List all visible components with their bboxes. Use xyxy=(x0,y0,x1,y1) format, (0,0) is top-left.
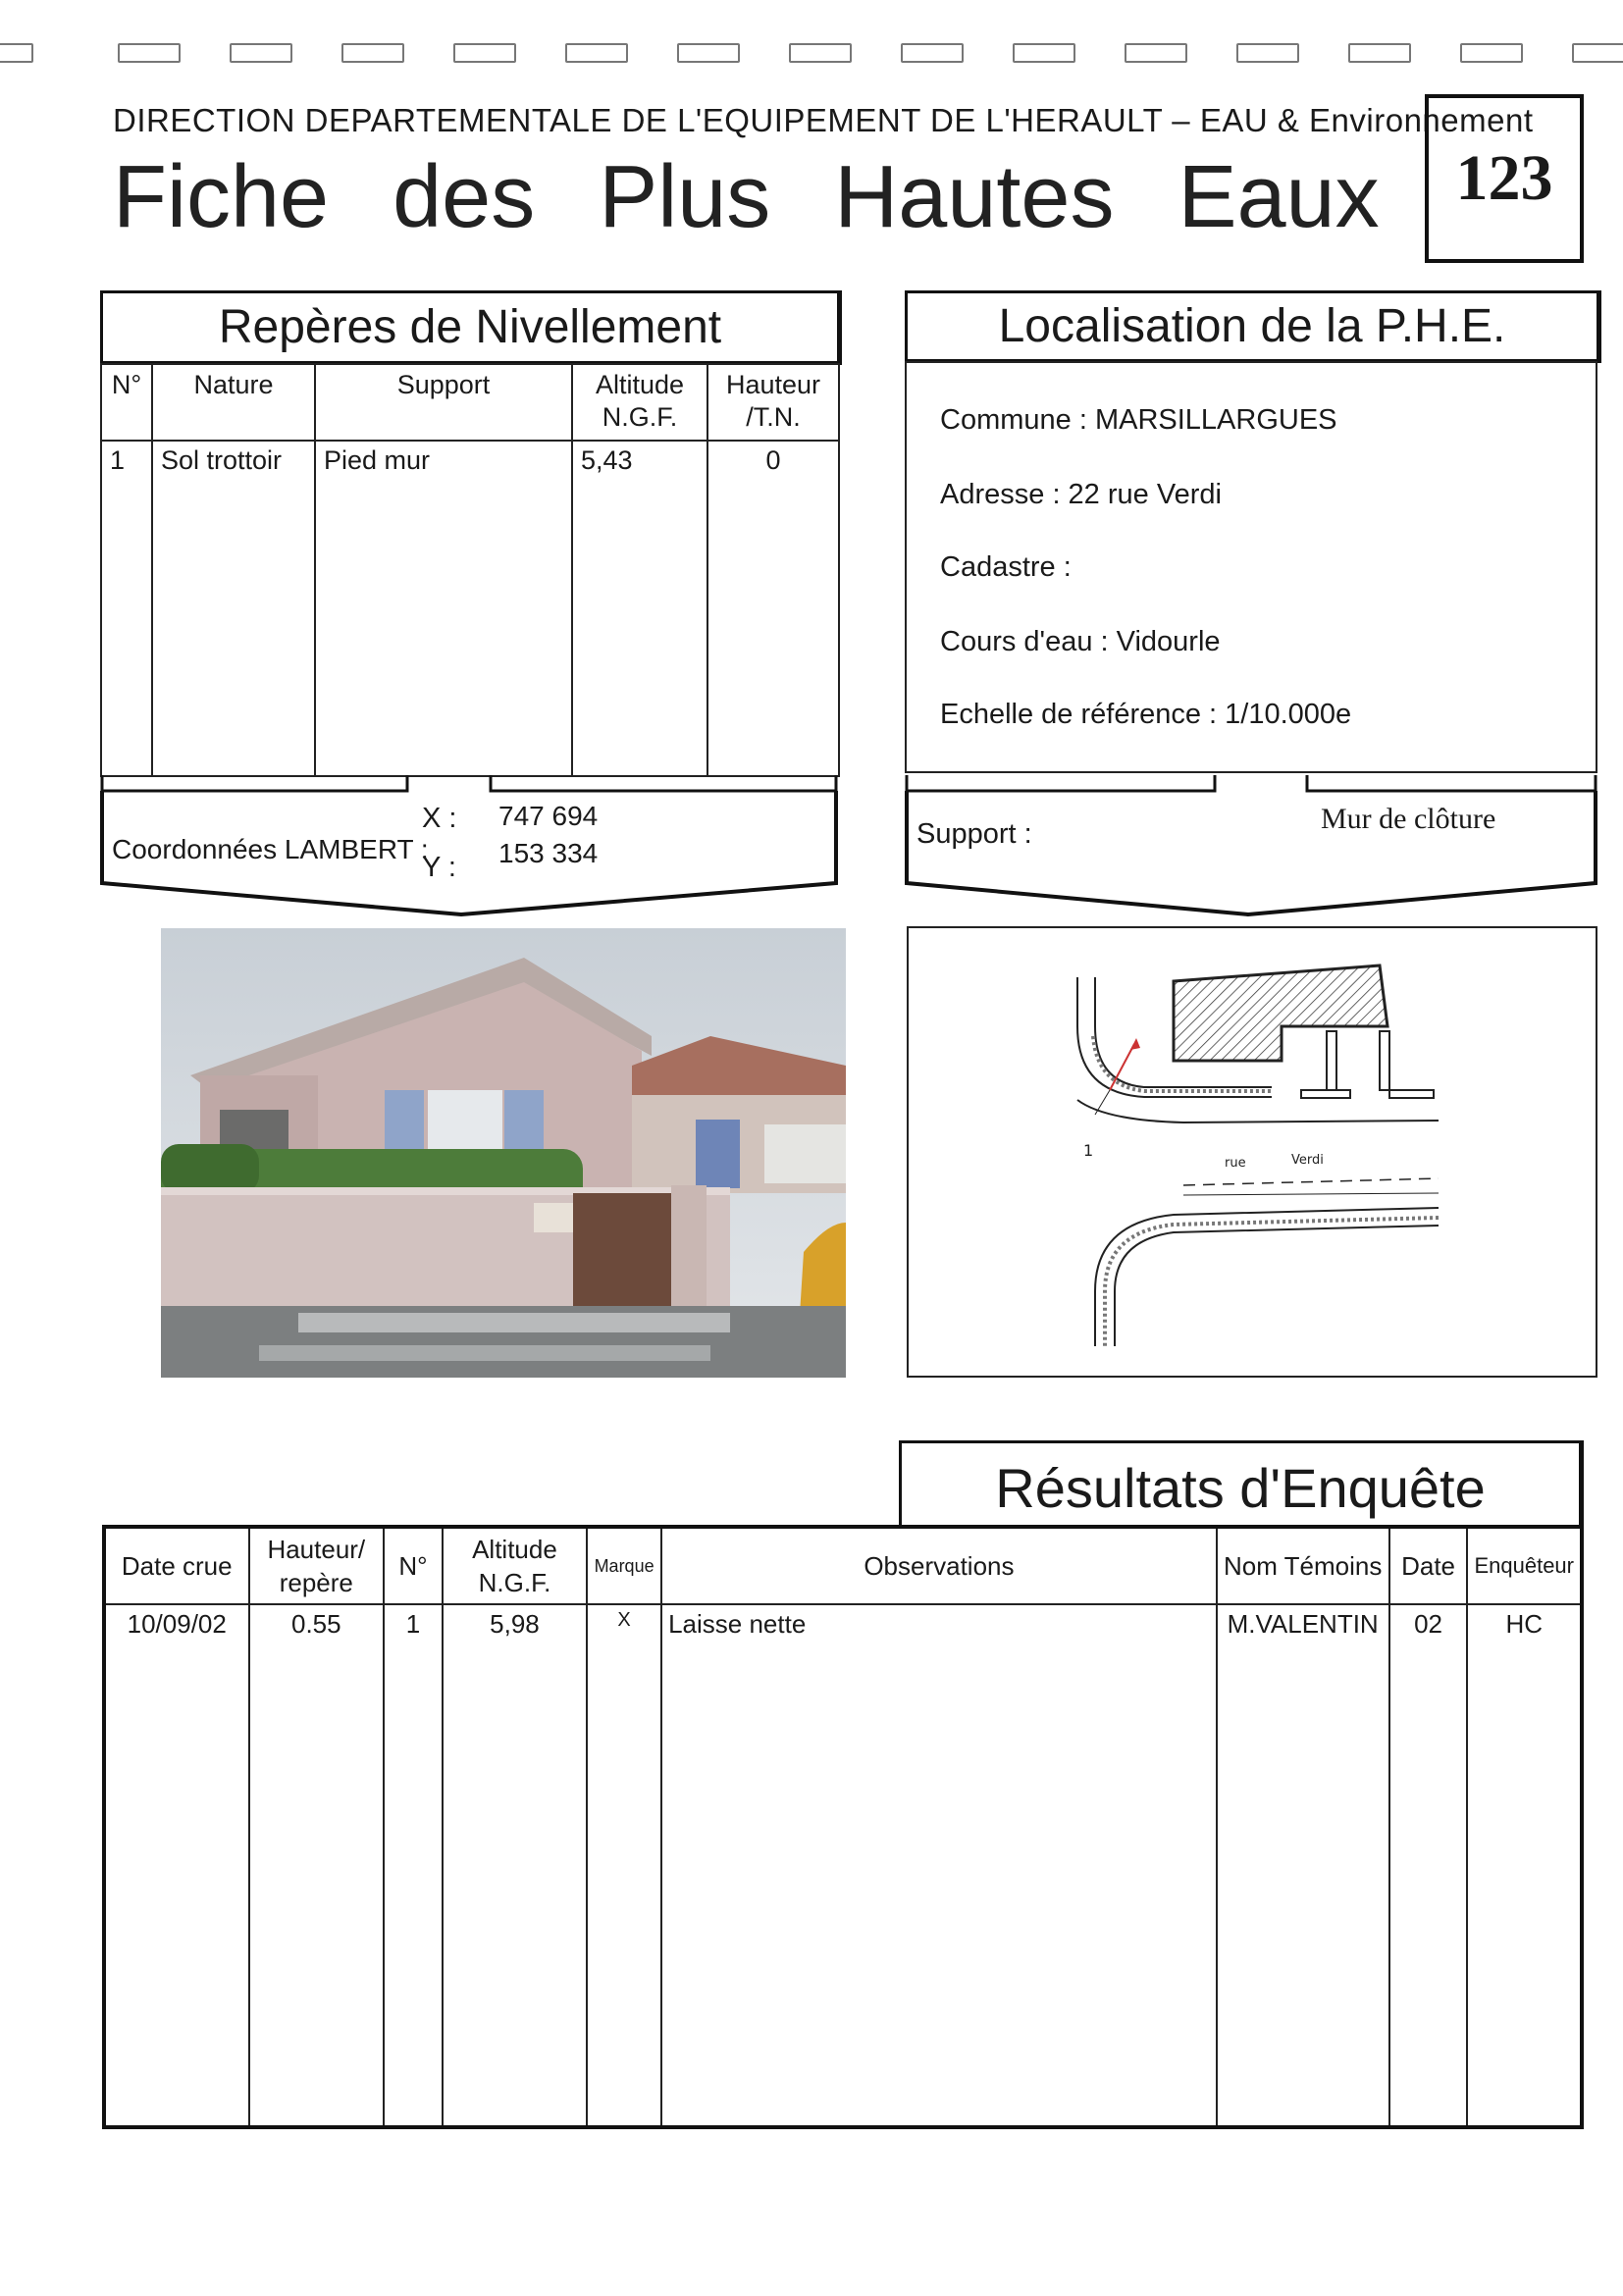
resultats-table xyxy=(102,1525,1584,2129)
col-no: N° xyxy=(101,364,152,441)
page-title: Fiche des Plus Hautes Eaux xyxy=(113,148,1380,246)
lambert-x-value: 747 694 xyxy=(498,801,599,831)
cell-hauteur: 0.55 xyxy=(249,1604,385,2127)
col-enqueteur: Enquêteur xyxy=(1467,1527,1582,1604)
cell-hauteur: 0 xyxy=(707,441,839,776)
adresse-text: Adresse : 22 rue Verdi xyxy=(940,479,1222,510)
col-no: N° xyxy=(384,1527,443,1604)
cell-no: 1 xyxy=(101,441,152,776)
col-marque: Marque xyxy=(587,1527,661,1604)
col-support: Support xyxy=(315,364,572,441)
lambert-y-label: Y : xyxy=(422,852,456,883)
reperes-title: Repères de Nivellement xyxy=(100,290,842,365)
house-photo xyxy=(161,928,846,1378)
col-nature: Nature xyxy=(152,364,315,441)
localisation-title: Localisation de la P.H.E. xyxy=(905,290,1601,363)
cell-enqueteur: HC xyxy=(1467,1604,1582,2127)
cadastre-text: Cadastre : xyxy=(940,551,1072,583)
cell-altitude: 5,98 xyxy=(443,1604,587,2127)
commune-text: Commune : MARSILLARGUES xyxy=(940,404,1337,436)
col-altitude: Altitude N.G.F. xyxy=(572,364,707,441)
cell-altitude: 5,43 xyxy=(572,441,707,776)
street-plan-drawing xyxy=(909,928,1596,1376)
plan-street-verdi: Verdi xyxy=(1291,1153,1324,1168)
echelle-text: Echelle de référence : 1/10.000e xyxy=(940,699,1352,730)
plan-marker: 1 xyxy=(1083,1141,1094,1160)
cell-no: 1 xyxy=(384,1604,443,2127)
fiche-number: 123 xyxy=(1425,94,1584,263)
plan-street-rue: rue xyxy=(1225,1156,1246,1171)
table-row xyxy=(101,441,839,776)
support-label: Support : xyxy=(916,818,1032,850)
cell-observations: Laisse nette xyxy=(661,1604,1217,2127)
support-value: Mur de clôture xyxy=(1321,803,1496,835)
reperes-table xyxy=(100,363,840,777)
col-hauteur-repere: Hauteur/ repère xyxy=(249,1527,385,1604)
col-hauteur: Hauteur /T.N. xyxy=(707,364,839,441)
cell-marque: X xyxy=(587,1604,661,2127)
col-altitude: Altitude N.G.F. xyxy=(443,1527,587,1604)
cell-nature: Sol trottoir xyxy=(152,441,315,776)
lambert-label: Coordonnées LAMBERT : xyxy=(112,834,429,864)
col-date: Date xyxy=(1389,1527,1468,1604)
organisation-header: DIRECTION DEPARTEMENTALE DE L'EQUIPEMENT DE L'HERAULT – EAU & Environnement xyxy=(113,102,1534,138)
cell-temoins: M.VALENTIN xyxy=(1217,1604,1389,2127)
cours-eau-text: Cours d'eau : Vidourle xyxy=(940,626,1221,657)
col-observations: Observations xyxy=(661,1527,1217,1604)
street-plan xyxy=(907,926,1597,1378)
cell-date-crue: 10/09/02 xyxy=(104,1604,249,2127)
resultats-title: Résultats d'Enquête xyxy=(899,1440,1584,1527)
table-row xyxy=(104,1604,1582,2127)
binder-holes xyxy=(0,43,1623,63)
cell-date: 02 xyxy=(1389,1604,1468,2127)
col-date-crue: Date crue xyxy=(104,1527,249,1604)
cell-support: Pied mur xyxy=(315,441,572,776)
lambert-x-label: X : xyxy=(422,803,457,834)
lambert-y-value: 153 334 xyxy=(498,838,599,868)
col-temoins: Nom Témoins xyxy=(1217,1527,1389,1604)
localisation-box xyxy=(905,361,1597,773)
